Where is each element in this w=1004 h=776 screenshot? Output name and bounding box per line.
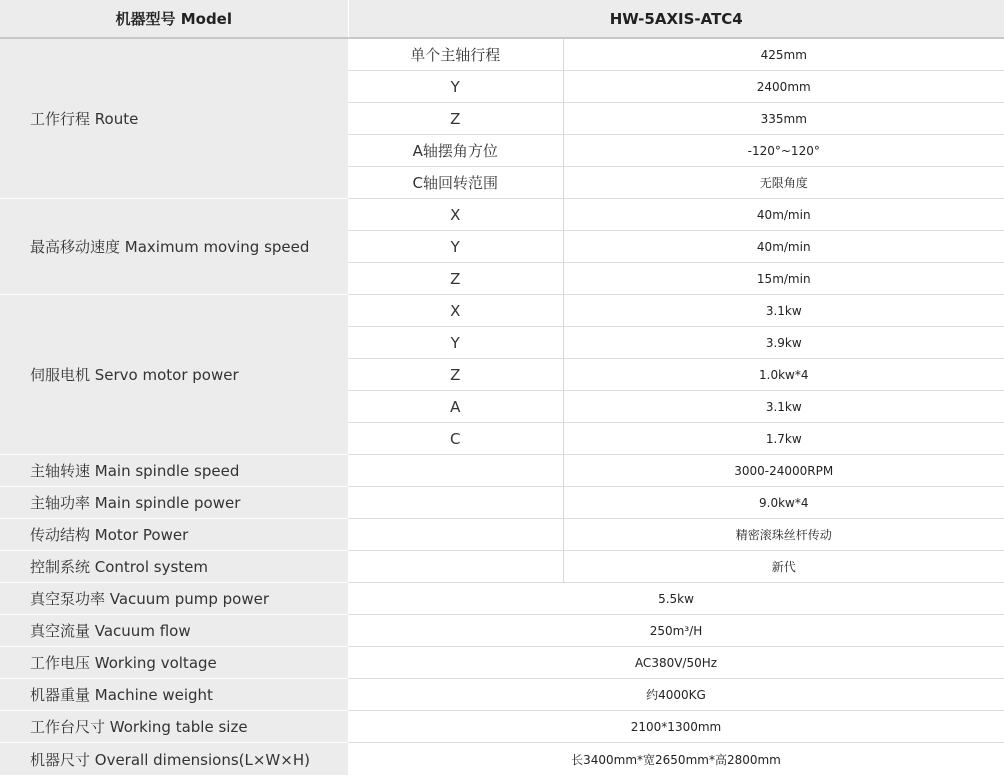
servo-axis: Z [348,359,563,391]
spec-value: 约4000KG [348,679,1004,711]
spec-value: 长3400mm*宽2650mm*高2800mm [571,752,781,767]
servo-value: 3.9kw [563,327,1004,359]
route-axis: Y [348,71,563,103]
spec-value: 新代 [563,551,1004,583]
table-row [0,38,1004,71]
spec-label: 工作台尺寸 Working table size [0,711,348,743]
servo-axis: A [348,391,563,423]
speed-axis: X [348,199,563,231]
table-row [0,743,1004,776]
route-label: 工作行程 Route [0,38,348,199]
table-row [0,679,1004,711]
table-row [0,199,1004,231]
route-value: 425mm [563,38,1004,71]
table-row [0,615,1004,647]
route-axis: Z [348,103,563,135]
spec-label: 机器尺寸 Overall dimensions(L×W×H) [0,743,348,776]
servo-value: 1.0kw*4 [563,359,1004,391]
spec-label: 工作电压 Working voltage [0,647,348,679]
spec-value: AC380V/50Hz [348,647,1004,679]
table-row [0,487,1004,519]
table-row [0,551,1004,583]
spec-label: 主轴功率 Main spindle power [0,487,348,519]
route-value: 无限角度 [563,167,1004,199]
route-value: -120°~120° [563,135,1004,167]
empty-cell [348,487,563,519]
spec-value: 精密滚珠丝杆传动 [563,519,1004,551]
spec-label: 主轴转速 Main spindle speed [0,455,348,487]
header-row [0,0,1004,38]
table-row [0,295,1004,327]
spec-label: 真空流量 Vacuum flow [0,615,348,647]
speed-value: 40m/min [563,231,1004,263]
empty-cell [348,551,563,583]
table-row [0,583,1004,615]
speed-value: 40m/min [563,199,1004,231]
servo-axis: X [348,295,563,327]
servo-value: 1.7kw [563,423,1004,455]
spec-label: 机器重量 Machine weight [0,679,348,711]
empty-cell [348,455,563,487]
spec-value: 250m³/H [348,615,1004,647]
table-row [0,711,1004,743]
speed-value: 15m/min [563,263,1004,295]
spec-label: 传动结构 Motor Power [0,519,348,551]
spec-label: 控制系统 Control system [0,551,348,583]
servo-axis: Y [348,327,563,359]
route-value: 2400mm [563,71,1004,103]
table-row [0,455,1004,487]
route-axis: 单个主轴行程 [348,38,563,71]
spec-value: 9.0kw*4 [563,487,1004,519]
speed-axis: Y [348,231,563,263]
route-axis: A轴摆角方位 [348,135,563,167]
model-value: HW-5AXIS-ATC4 [348,0,1004,38]
route-axis: C轴回转范围 [348,167,563,199]
servo-value: 3.1kw [563,391,1004,423]
servo-label: 伺服电机 Servo motor power [0,295,348,455]
spec-value: 5.5kw [348,583,1004,615]
spec-value: 3000-24000RPM [563,455,1004,487]
speed-axis: Z [348,263,563,295]
empty-cell [348,519,563,551]
route-value: 335mm [563,103,1004,135]
spec-label: 真空泵功率 Vacuum pump power [0,583,348,615]
table-row [0,519,1004,551]
servo-value: 3.1kw [563,295,1004,327]
table-row [0,647,1004,679]
servo-axis: C [348,423,563,455]
spec-value: 2100*1300mm [348,711,1004,743]
speed-label: 最高移动速度 Maximum moving speed [0,199,348,295]
model-label: 机器型号 Model [0,0,348,38]
